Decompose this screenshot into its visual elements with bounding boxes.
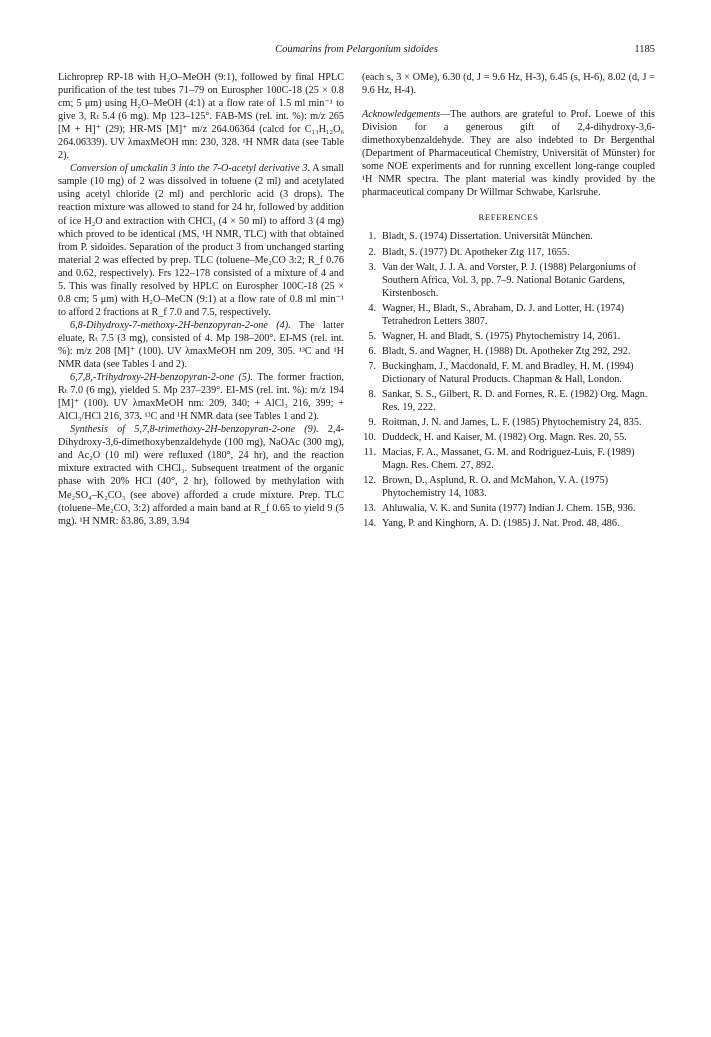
reference-number: 10. bbox=[363, 432, 376, 444]
reference-number: 5. bbox=[368, 330, 376, 342]
left-column bbox=[58, 71, 344, 528]
synthesis-paragraph bbox=[58, 423, 344, 527]
compound-5-subheading: 6,7,8,-Trihydroxy-2H-benzopyran-2-one (5). bbox=[70, 372, 253, 384]
reference-text: Roitman, J. N. and James, L. F. (1985) Phytochemistry 24, 835. bbox=[382, 417, 642, 429]
reference-item bbox=[362, 360, 655, 386]
reference-text: Wagner, H. and Bladt, S. (1975) Phytochemistry 14, 2061. bbox=[382, 330, 621, 342]
compound-4-paragraph bbox=[58, 319, 344, 371]
reference-item bbox=[362, 302, 655, 328]
running-title: Coumarins from Pelargonium sidoides bbox=[275, 44, 438, 55]
page-header bbox=[58, 44, 655, 60]
reference-text: Bladt, S. (1977) Dt. Apotheker Ztg 117, 1655. bbox=[382, 246, 570, 258]
reference-item bbox=[362, 246, 655, 259]
reference-item bbox=[362, 446, 655, 472]
compound-5-text: The former fraction, Rₜ 7.0 (6 mg), yielded 5. Mp 237–239°. EI-MS (rel. int. %): m/z 194 [M]⁺ (100). UV λmaxMeOH nm: 209, 340; + AlCl₃ 216, 399; + AlCl₃/HCl 216, 373. ¹³C and ¹H NMR data (see Tables 1 and 2). bbox=[58, 372, 344, 423]
reference-text: Yang, P. and Kinghorn, A. D. (1985) J. Nat. Prod. 48, 486. bbox=[382, 518, 620, 530]
compound-4-text: The latter eluate, Rₜ 7.5 (3 mg), consisted of 4. Mp 198–200°. EI-MS (rel. int. %): m/z 208 [M]⁺ (100). UV λmaxMeOH nm 209, 305. ¹³C and ¹H NMR data (see Tables 1 and 2). bbox=[58, 319, 344, 371]
reference-number: 9. bbox=[368, 417, 376, 429]
reference-number: 7. bbox=[368, 360, 376, 372]
acetylation-text: A small sample (10 mg) of 2 was dissolved in toluene (2 ml) and acetylated using acetyl chloride (2 ml) and perchloric acid (3 drops). The reaction mixture was allowed to stand for 24 hr, followed by addition of ice H₂O and extraction with CHCl₃ (4 × 50 ml) to afford 3 (4 mg) which proved to be identical (MS, ¹H NMR, TLC) with that obtained from P. sidoides. Separation of the product 3 from unchanged starting material 2 was effected by prep. TLC (toluene–Me₂CO 3:2; R_f 0.76 and 0.62, respectively). Frs 122–178 consisted of a mixture of 4 and 5. This was finally resolved by HPLC on Eurospher 100C-18 (25 × 0.8 cm; 5 μm) with H₂O–MeCN (9:1) at a flow rate of 0.8 ml min⁻¹ to afford 2 fractions at R_f 7.0 and 7.5, respectively. bbox=[58, 163, 344, 318]
reference-text: Duddeck, H. and Kaiser, M. (1982) Org. Magn. Res. 20, 55. bbox=[382, 432, 627, 444]
acetylation-paragraph bbox=[58, 162, 344, 319]
reference-text: Wagner, H., Bladt, S., Abraham, D. J. and Lotter, H. (1974) Tetrahedron Letters 3807. bbox=[382, 302, 624, 327]
reference-list bbox=[362, 230, 655, 530]
reference-item bbox=[362, 345, 655, 358]
reference-number: 11. bbox=[363, 447, 376, 459]
acknowledgements-heading: Acknowledgements bbox=[362, 109, 441, 121]
reference-item bbox=[362, 517, 655, 530]
reference-item bbox=[362, 502, 655, 515]
reference-number: 12. bbox=[363, 475, 376, 487]
reference-number: 3. bbox=[368, 261, 376, 273]
references-heading: REFERENCES bbox=[478, 212, 539, 223]
reference-item bbox=[362, 330, 655, 343]
compound-4-subheading: 6,8-Dihydroxy-7-methoxy-2H-benzopyran-2-one (4). bbox=[70, 319, 291, 331]
reference-text: Van der Walt, J. J. A. and Vorster, P. J. (1988) Pelargoniums of Southern Africa, Vol. 3, pp. 7–9. National Botanic Gardens, Kirstenbosch. bbox=[382, 261, 637, 299]
synthesis-text: 2,4-Dihydroxy-3,6-dimethoxybenzaldehyde (100 mg), NaOAc (300 mg), and Ac₂O (10 ml) were refluxed (180°, 24 hr), and the reaction mixture extracted with CHCl₃. Subsequent treatment of the organic phase with 20% HCl (40°, 2 hr), followed by methylation with Me₂SO₄–K₂CO₃ (see above) afforded a crude mixture. Prep. TLC (toluene–Me₂CO, 3:2) afforded a main band at R_f 0.65 to yield 9 (5 mg). ¹H NMR: δ3.86, 3.89, 3.94 bbox=[58, 424, 344, 527]
reference-text: Macias, F. A., Massanet, G. M. and Rodriguez-Luis, F. (1989) Magn. Res. Chem. 27, 892. bbox=[382, 447, 635, 472]
reference-number: 13. bbox=[363, 503, 376, 515]
reference-item bbox=[362, 388, 655, 414]
reference-item bbox=[362, 474, 655, 500]
reference-text: Brown, D., Asplund, R. O. and McMahon, V. A. (1975) Phytochemistry 14, 1083. bbox=[382, 475, 609, 500]
reference-text: Ahluwalia, V. K. and Sunita (1977) Indian J. Chem. 15B, 936. bbox=[382, 503, 636, 515]
reference-item bbox=[362, 230, 655, 243]
reference-item bbox=[362, 261, 655, 300]
reference-item bbox=[362, 416, 655, 429]
acknowledgements bbox=[362, 108, 655, 199]
reference-number: 1. bbox=[368, 231, 376, 243]
reference-text: Sankar, S. S., Gilbert, R. D. and Fornes, R. E. (1982) Org. Magn. Res. 19, 222. bbox=[382, 388, 648, 414]
reference-text: Buckingham, J., Macdonald, F. M. and Bradley, H. M. (1994) Dictionary of Natural Products. Chapman & Hall, London. bbox=[382, 360, 634, 385]
reference-number: 6. bbox=[368, 345, 376, 357]
synthesis-subheading: Synthesis of 5,7,8-trimethoxy-2H-benzopyran-2-one (9). bbox=[70, 424, 319, 436]
acknowledgements-text: —The authors are grateful to Prof. Loewe of this Division for a generous gift of 2,4-dihydroxy-3,6-dimethoxybenzaldehyde. They are also indebted to Dr Bergenthal (Department of Pharmaceutical Chemistry, Universität of Münster) for some NOE experiments and for running excellent long-range coupled ¹H NMR spectra. The plant material was kindly provided by the pharmaceutical company Dr Willmar Schwabe, Karlsruhe. bbox=[362, 109, 655, 199]
reference-number: 8. bbox=[368, 388, 376, 400]
compound-5-paragraph bbox=[58, 371, 344, 423]
page-number: 1185 bbox=[634, 44, 655, 55]
reference-number: 2. bbox=[368, 246, 376, 258]
experimental-paragraph-1: Lichroprep RP-18 with H₂O–MeOH (9:1), followed by final HPLC purification of the test tubes 71–79 on Eurospher 100C-18 (25 × 0.8 cm; 5 μm) using H₂O–MeOH (4:1) at a flow rate of 1.5 ml min⁻¹ to give 3, Rₜ 5.4 (6 mg). Mp 123–125°. FAB-MS (rel. int. %): m/z 265 [M + H]⁺ (29); HR-MS [M]⁺ m/z 264.06364 (calcd for C₁₃H₁₂O₆ 264.06339). UV λmaxMeOH mn: 230, 328. ¹H NMR data (see Table 2). bbox=[58, 72, 344, 162]
reference-text: Bladt, S. and Wagner, H. (1988) Dt. Apotheker Ztg 292, 292. bbox=[382, 345, 631, 357]
reference-number: 14. bbox=[363, 518, 376, 530]
reference-item bbox=[362, 431, 655, 444]
right-column bbox=[362, 71, 655, 532]
acetylation-subheading: Conversion of umckalin 3 into the 7-O-acetyl derivative 3. bbox=[70, 163, 311, 175]
nmr-continuation: (each s, 3 × OMe), 6.30 (d, J = 9.6 Hz, H-3), 6.45 (s, H-6), 8.02 (d, J = 9.6 Hz, H-4). bbox=[362, 72, 655, 97]
reference-number: 4. bbox=[368, 302, 376, 314]
reference-text: Bladt, S. (1974) Dissertation. Universität München. bbox=[382, 231, 593, 243]
